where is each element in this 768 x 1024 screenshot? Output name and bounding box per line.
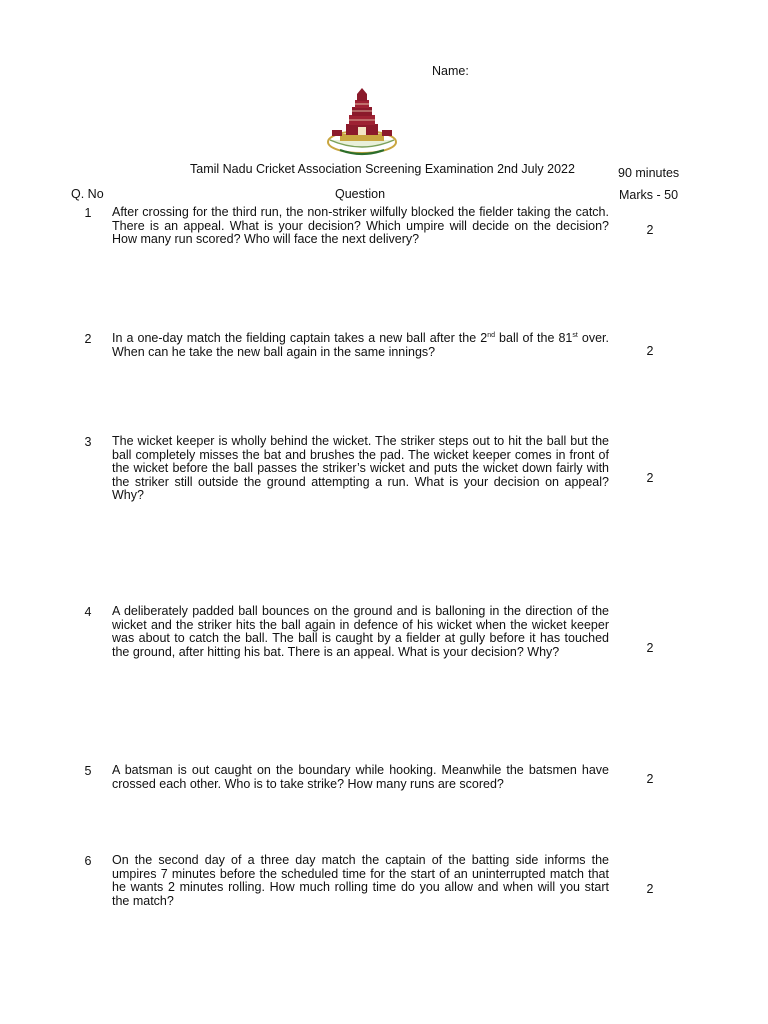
tnca-gopuram-emblem-icon xyxy=(322,84,402,160)
question-marks: 2 xyxy=(646,344,654,358)
exam-title: Tamil Nadu Cricket Association Screening Examination 2nd July 2022 xyxy=(190,162,575,176)
question-text: On the second day of a three day match the captain of the batting side informs the umpires 7 minutes before the scheduled time for the start of an uninterrupted match that he wants 2 minutes rolling. How much rolling time do you allow and when will you start the match? xyxy=(112,853,609,908)
question-number: 5 xyxy=(84,764,92,778)
question-text: The wicket keeper is wholly behind the wicket. The striker steps out to hit the ball but the ball completely misses the bat and brushes the pad. The wicket keeper comes in front of the wicket before the ball passes the striker’s wicket and puts the wicket down fairly with the striker still outside the ground attempting a run. What is your decision on appeal? Why? xyxy=(112,434,609,503)
question-marks: 2 xyxy=(646,641,654,655)
question-number: 1 xyxy=(84,206,92,220)
question-number: 2 xyxy=(84,332,92,346)
question-number: 6 xyxy=(84,854,92,868)
question-marks: 2 xyxy=(646,471,654,485)
column-header-question: Question xyxy=(335,187,386,201)
question-number: 3 xyxy=(84,435,92,449)
question-text: After crossing for the third run, the non-striker wilfully blocked the fielder taking the catch. There is an appeal. What is your decision? Which umpire will decide on the decision? How many run scored? Who will face the next delivery? xyxy=(112,205,609,247)
question-text: A deliberately padded ball bounces on the ground and is balloning in the direction of the wicket and the striker hits the ball again in defence of his wicket when the wicket keeper was about to catch the ball. The ball is caught by a fielder at gully before it has touched the ground, after hitting his bat. There is an appeal. What is your decision? Why? xyxy=(112,604,609,659)
name-field-label: Name: xyxy=(432,64,469,78)
question-number: 4 xyxy=(84,605,92,619)
question-marks: 2 xyxy=(646,772,654,786)
question-text: In a one-day match the fielding captain takes a new ball after the 2nd ball of the 81st over. When can he take the new ball again in the same innings? xyxy=(112,331,610,359)
question-text: A batsman is out caught on the boundary while hooking. Meanwhile the batsmen have crossed each other. Who is to take strike? How many runs are scored? xyxy=(112,763,609,791)
total-marks: Marks - 50 xyxy=(619,188,679,202)
exam-duration: 90 minutes xyxy=(618,166,680,180)
question-marks: 2 xyxy=(646,223,654,237)
question-marks: 2 xyxy=(646,882,654,896)
column-header-qno: Q. No xyxy=(71,187,104,201)
